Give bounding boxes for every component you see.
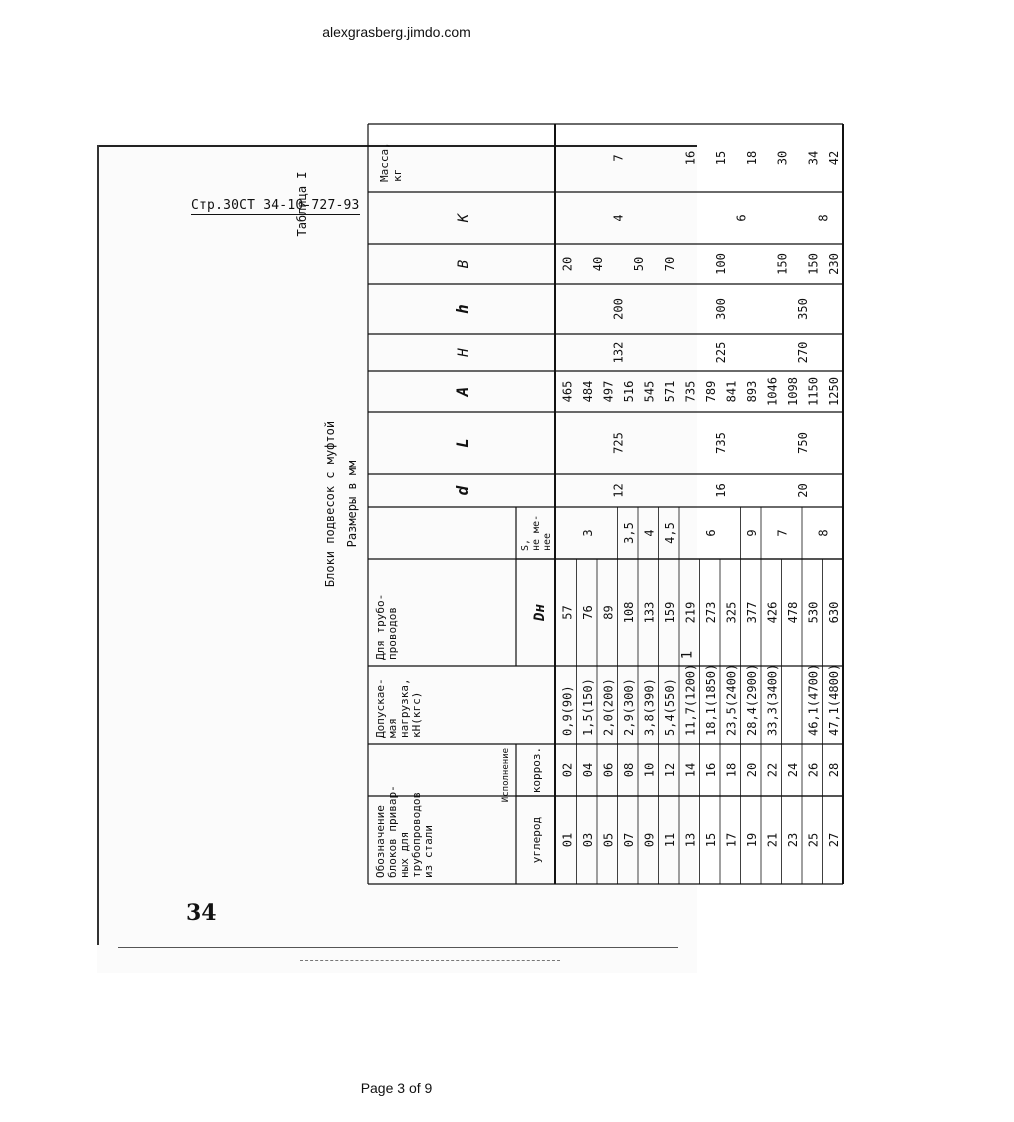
cell-mass: 18 — [744, 150, 759, 166]
cell-load: 5,4(550) — [663, 678, 677, 736]
cell-dn: 325 — [724, 601, 739, 624]
header-mass: кг — [391, 168, 404, 182]
cell-dn: 530 — [806, 601, 821, 624]
cell-A: 484 — [581, 380, 595, 403]
header-corrosion: корроз. — [530, 746, 543, 794]
cell-dn: 630 — [827, 601, 841, 624]
table-subtitle: Размеры в мм — [345, 460, 359, 548]
cell-A: 516 — [622, 380, 636, 403]
cell-H: 270 — [796, 341, 810, 364]
cell-dn: 426 — [765, 601, 780, 624]
cell-corrosion: 04 — [581, 762, 595, 778]
cell-corrosion: 28 — [827, 762, 841, 778]
cell-corrosion: 16 — [704, 762, 718, 778]
header-designation: из стали — [422, 825, 435, 878]
cell-A: 1098 — [786, 377, 800, 406]
cell-corrosion: 18 — [724, 762, 739, 778]
cell-L: 725 — [611, 432, 626, 454]
header-variant: Исполнение — [501, 748, 511, 803]
cell-carbon: 15 — [704, 832, 718, 848]
cell-corrosion: 22 — [765, 762, 780, 778]
cell-h: 350 — [796, 298, 810, 320]
header-designation: трубопроводов — [410, 791, 423, 878]
cell-carbon: 23 — [786, 832, 800, 848]
header-h: h — [453, 304, 472, 314]
cell-carbon: 19 — [745, 832, 759, 848]
cell-H: 225 — [714, 341, 728, 364]
cell-s: 6 — [703, 529, 718, 537]
header-L: L — [453, 438, 472, 448]
cell-dn: 377 — [745, 601, 759, 624]
cell-B: 70 — [662, 256, 677, 272]
header-K: K — [456, 213, 472, 223]
cell-load: 28,4(2900) — [745, 663, 759, 736]
header-A: A — [453, 386, 472, 397]
header-load: мая — [386, 718, 399, 738]
cell-dn: 478 — [786, 601, 800, 624]
cell-corrosion: 06 — [601, 762, 616, 778]
cell-A: 1250 — [827, 377, 841, 406]
cell-d: 16 — [714, 483, 728, 498]
cell-A: 735 — [683, 380, 698, 403]
cell-s: 8 — [816, 529, 831, 537]
cell-s: 7 — [775, 529, 790, 537]
header-load: нагрузка, — [398, 678, 411, 738]
cell-mass: 42 — [826, 150, 841, 166]
cell-mass: 15 — [714, 150, 728, 166]
cell-s: 4,5 — [662, 522, 677, 544]
cell-B: 230 — [826, 253, 841, 275]
cell-mass: 34 — [806, 150, 821, 166]
header-s: нее — [542, 532, 553, 551]
header-s: не ме- — [531, 514, 542, 551]
cell-B: 150 — [775, 253, 790, 275]
cell-A: 841 — [724, 380, 739, 403]
cell-load: 2,9(300) — [622, 678, 636, 736]
cell-dn: 76 — [581, 605, 595, 620]
cell-d: 20 — [796, 483, 810, 498]
cell-h: 300 — [714, 298, 728, 320]
cell-load: 1,5(150) — [581, 678, 595, 736]
scan-dashes — [300, 960, 560, 961]
cell-carbon: 09 — [642, 832, 657, 848]
cell-carbon: 13 — [683, 832, 698, 848]
cell-corrosion: 10 — [642, 762, 657, 778]
page-number: 34 — [186, 900, 217, 926]
header-s: S, — [520, 538, 531, 551]
cell-B: 50 — [632, 256, 646, 272]
cell-A: 545 — [642, 380, 657, 403]
cell-dn: 219 — [683, 601, 698, 624]
cell-load: 47,1(4800) — [827, 663, 841, 736]
cell-B: 40 — [591, 256, 605, 272]
cell-A: 571 — [663, 380, 677, 403]
cell-carbon: 21 — [765, 832, 780, 848]
cell-mass: 16 — [683, 150, 698, 166]
cell-s: 9 — [744, 529, 759, 537]
header-d: d — [453, 485, 472, 496]
cell-load: 3,8(390) — [642, 678, 657, 736]
specification-table — [216, 0, 1009, 954]
cell-dn: 89 — [601, 605, 616, 620]
header-pipes: Для трубо- — [374, 593, 387, 660]
page-reference: Стр.30СТ 34-10-727-93 — [191, 198, 360, 213]
cell-dn: 273 — [704, 601, 718, 624]
cell-load: 2,0(200) — [601, 678, 616, 736]
header-designation: Обозначение — [374, 805, 387, 878]
header-load: Допускае- — [374, 678, 387, 738]
cell-carbon: 11 — [663, 832, 677, 848]
cell-s: 3,5 — [621, 522, 636, 544]
cell-carbon: 25 — [806, 832, 821, 848]
cell-L: 735 — [714, 432, 728, 454]
cell-carbon: 03 — [581, 832, 595, 848]
cell-K: 4 — [611, 214, 626, 222]
cell-corrosion: 12 — [663, 762, 677, 778]
cell-load: 46,1(4700) — [806, 663, 821, 736]
cell-L: 750 — [796, 432, 810, 454]
header-pipes: проводов — [386, 607, 399, 660]
cell-load: 18,1(1850) — [704, 663, 718, 736]
cell-corrosion: 02 — [560, 762, 575, 778]
cell-h: 200 — [611, 298, 626, 320]
cell-dn: 159 — [663, 601, 677, 624]
cell-dn: 57 — [560, 605, 575, 620]
site-header: alexgrasberg.jimdo.com — [322, 24, 471, 40]
page-indicator: Page 3 of 9 — [360, 1080, 433, 1096]
cell-carbon: 05 — [601, 832, 616, 848]
scan-left-border — [97, 145, 99, 945]
cell-load: 33,3(3400) — [765, 663, 780, 736]
table-label: Таблица I — [295, 171, 309, 237]
cell-B: 150 — [806, 253, 821, 275]
cell-B: 20 — [560, 256, 575, 272]
cell-B: 100 — [714, 253, 728, 275]
header-designation: ных для — [398, 831, 411, 878]
cell-s: 4 — [642, 529, 657, 537]
cell-d: 12 — [611, 483, 626, 498]
cell-corrosion: 14 — [683, 762, 698, 778]
cell-A: 893 — [745, 380, 759, 403]
cell-dn: 108 — [622, 601, 636, 624]
header-B: B — [456, 259, 472, 269]
cell-A: 789 — [704, 380, 718, 403]
cell-H: 132 — [611, 341, 626, 364]
cell-carbon: 01 — [560, 832, 575, 848]
cell-corrosion: 26 — [806, 762, 821, 778]
rotated-table-block — [216, 0, 1009, 954]
cell-carbon: 17 — [724, 832, 739, 848]
header-dn: Dн — [532, 604, 548, 621]
cell-corrosion: 08 — [622, 762, 636, 778]
cell-carbon: 07 — [622, 832, 636, 848]
cell-K: 8 — [816, 214, 831, 222]
cell-A: 1046 — [765, 377, 780, 406]
cell-mass: 30 — [775, 150, 790, 166]
header-H: H — [456, 348, 472, 357]
cell-dn: 133 — [642, 601, 657, 624]
cell-corrosion: 20 — [745, 762, 759, 778]
cell-carbon: 27 — [827, 832, 841, 848]
header-designation: блоков привар- — [386, 785, 399, 878]
cell-A: 1150 — [806, 377, 821, 406]
cell-s: 3 — [580, 529, 595, 537]
cell-A: 497 — [601, 380, 616, 403]
cell-load: 0,9(90) — [560, 685, 575, 736]
cell-variant: 1 — [679, 650, 696, 660]
cell-A: 465 — [560, 380, 575, 403]
table-title: Блоки подвесок с муфтой — [323, 420, 337, 588]
cell-load: 23,5(2400) — [724, 663, 739, 736]
cell-K: 6 — [734, 214, 749, 222]
header-mass: Масса, — [378, 142, 391, 182]
cell-load: 11,7(1200) — [683, 663, 698, 736]
cell-corrosion: 24 — [786, 762, 800, 778]
header-load: кН(кгс) — [410, 691, 423, 738]
header-carbon: углерод — [530, 816, 543, 864]
cell-mass: 7 — [611, 154, 626, 162]
